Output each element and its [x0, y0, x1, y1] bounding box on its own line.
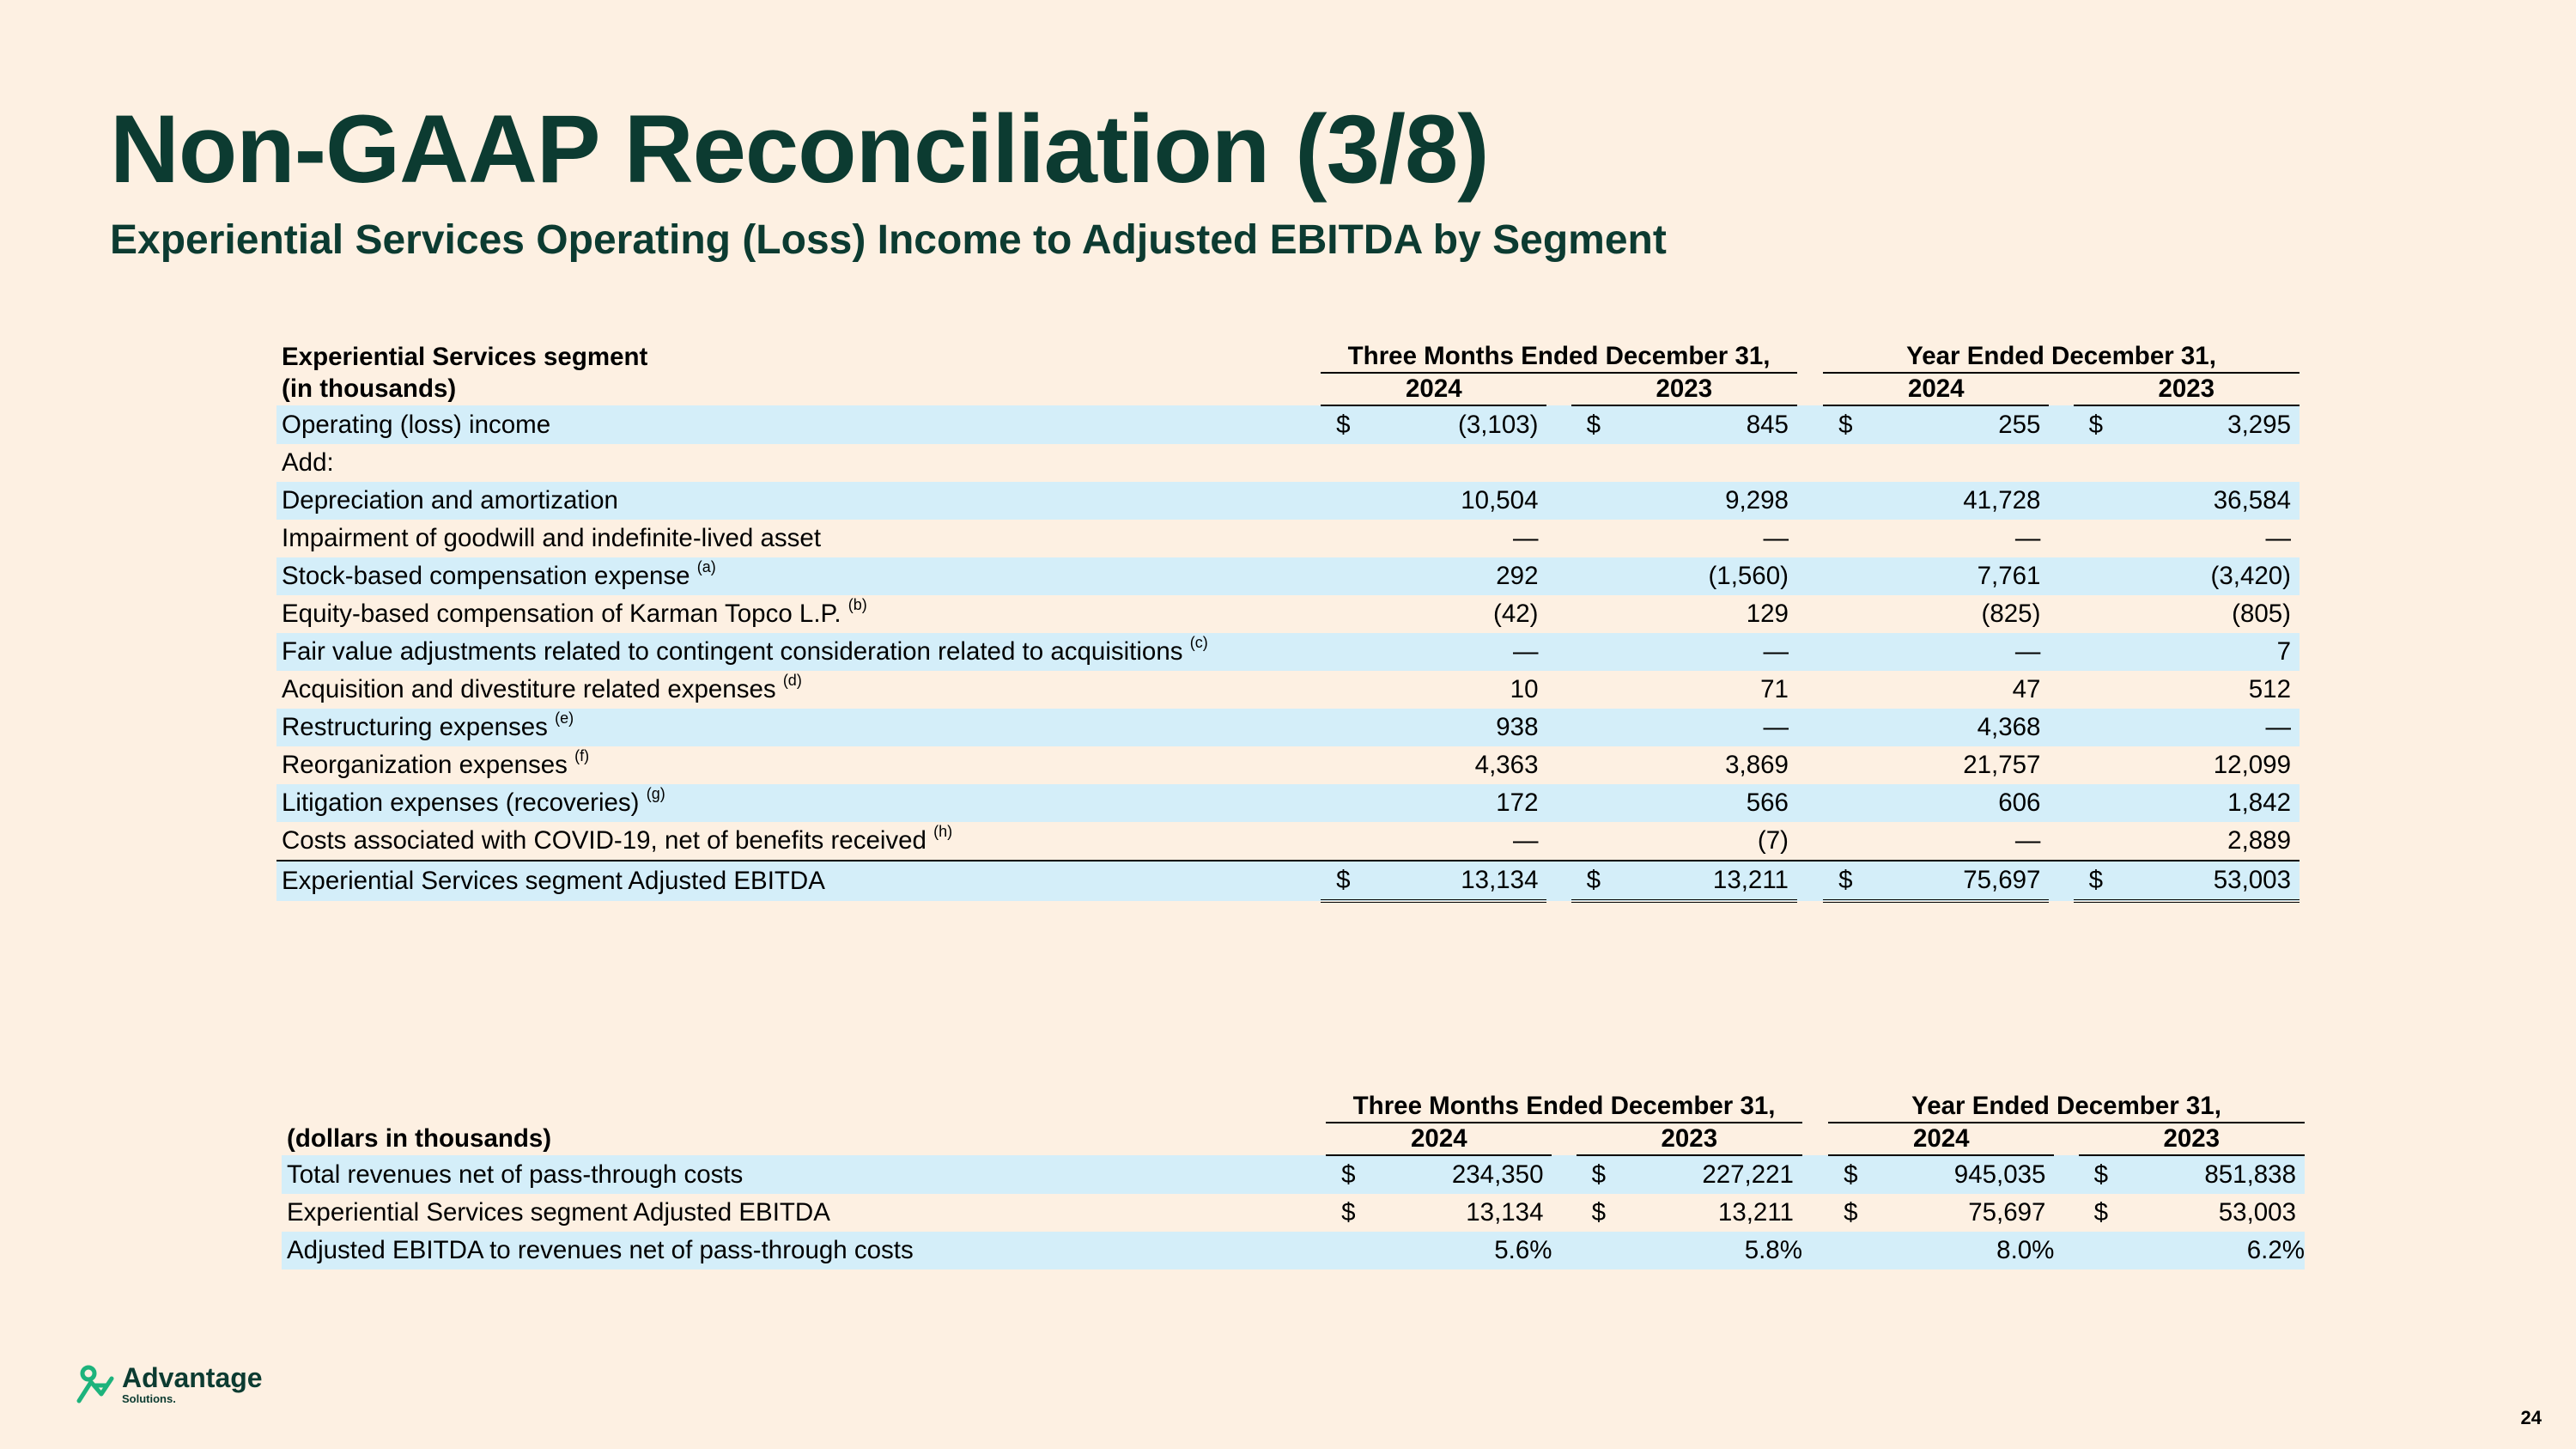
year-header: 2023 [2074, 373, 2300, 405]
currency-symbol [1321, 444, 1382, 482]
table-row [276, 595, 2300, 633]
year-header: 2023 [1577, 1123, 1802, 1155]
column-gap [1797, 633, 1823, 671]
row-label [276, 405, 1321, 444]
column-gap [2049, 633, 2073, 671]
currency-symbol: $ [1823, 861, 1885, 901]
table-cell: 7,761 [1885, 557, 2049, 595]
margin-table [282, 1091, 2305, 1269]
table-row [282, 1232, 2305, 1269]
table-cell: 53,003 [2218, 1198, 2296, 1227]
currency-symbol [1571, 822, 1633, 861]
row-label-text: Reorganization expenses [282, 751, 568, 779]
row-label-text: Operating (loss) income [282, 410, 551, 439]
reconciliation-table [276, 341, 2300, 903]
year-header: 2024 [1823, 373, 2049, 405]
currency-symbol [1823, 784, 1885, 822]
table-row [282, 1194, 2305, 1232]
column-gap [1546, 520, 1571, 557]
column-gap [1546, 405, 1571, 444]
column-gap [1797, 671, 1823, 709]
currency-symbol [2074, 557, 2136, 595]
table-row [276, 746, 2300, 784]
period-header-three-months: Three Months Ended December 31, [1326, 1091, 1802, 1123]
currency-symbol: $ [1844, 1198, 1858, 1227]
row-label [276, 633, 1321, 671]
table-cell: 255 [1885, 405, 2049, 444]
column-gap [2049, 557, 2073, 595]
column-gap [1797, 595, 1823, 633]
currency-symbol: $ [1341, 1198, 1356, 1227]
row-label-text: Add: [282, 448, 334, 477]
column-gap [1797, 557, 1823, 595]
table-cell: — [1763, 524, 1789, 552]
year-header: 2024 [1326, 1123, 1552, 1155]
column-gap [2049, 671, 2073, 709]
footnote-marker: (h) [933, 823, 953, 840]
currency-symbol [1828, 1232, 1890, 1269]
column-gap [1546, 557, 1571, 595]
table-cell: 75,697 [1885, 861, 2049, 901]
column-gap [2049, 784, 2073, 822]
currency-symbol [1321, 746, 1382, 784]
column-gap [2049, 520, 2073, 557]
table-cell [1383, 444, 1547, 482]
column-gap [1546, 633, 1571, 671]
row-label-text: Litigation expenses (recoveries) [282, 788, 640, 817]
footnote-marker: (e) [555, 709, 574, 727]
column-gap [1552, 1232, 1576, 1269]
footnote-marker: (d) [782, 672, 802, 689]
currency-symbol [1577, 1232, 1638, 1269]
currency-symbol [1823, 709, 1885, 746]
footnote-marker: (b) [848, 596, 867, 613]
row-label [276, 822, 1321, 861]
currency-symbol [2074, 822, 2136, 861]
table-cell: 21,757 [1963, 751, 2041, 779]
column-gap [1546, 746, 1571, 784]
table-header-units: (dollars in thousands) [287, 1124, 552, 1153]
column-gap [1546, 482, 1571, 520]
row-label-text: Depreciation and amortization [282, 486, 618, 514]
column-gap [1797, 822, 1823, 861]
column-gap [1802, 1155, 1828, 1194]
table-cell: 9,298 [1633, 482, 1797, 520]
table-cell: 4,368 [1885, 709, 2049, 746]
currency-symbol: $ [1823, 405, 1885, 444]
table-row [276, 444, 2300, 482]
column-gap [1797, 746, 1823, 784]
column-gap [2049, 822, 2073, 861]
currency-symbol [1823, 444, 1885, 482]
currency-symbol: $ [2074, 405, 2136, 444]
row-label [276, 595, 1321, 633]
table-cell: 6.2% [2141, 1232, 2305, 1269]
currency-symbol [1571, 746, 1633, 784]
footnote-marker: (c) [1189, 634, 1208, 651]
table-cell: 41,728 [1885, 482, 2049, 520]
footnote-marker: (g) [646, 785, 665, 802]
table-cell: (3,420) [2136, 557, 2300, 595]
row-label [276, 444, 1321, 482]
footnote-marker: (a) [696, 558, 716, 575]
table-cell: 71 [1760, 675, 1789, 703]
table-row [276, 822, 2300, 861]
column-gap [1546, 671, 1571, 709]
currency-symbol [1321, 709, 1382, 746]
table-cell: — [2014, 524, 2041, 552]
table-header-units: (in thousands) [282, 374, 457, 403]
table-cell: 512 [2248, 675, 2291, 703]
column-gap [2054, 1232, 2078, 1269]
row-label [276, 671, 1321, 709]
table-cell: (1,560) [1633, 557, 1797, 595]
table-cell: — [2136, 709, 2300, 746]
table-cell: 13,134 [1466, 1198, 1544, 1227]
table-cell: 4,363 [1474, 751, 1539, 779]
column-gap [1797, 709, 1823, 746]
row-label-text: Equity-based compensation of Karman Topco L.P. [282, 600, 841, 628]
footnote-marker: (f) [574, 747, 590, 764]
currency-symbol [2074, 746, 2136, 784]
currency-symbol [1823, 633, 1885, 671]
table-cell: — [1383, 633, 1547, 671]
year-header: 2024 [1321, 373, 1546, 405]
currency-symbol: $ [1321, 861, 1382, 901]
currency-symbol [1823, 671, 1885, 709]
table-cell: 7 [2136, 633, 2300, 671]
table-cell: 13,211 [1717, 1198, 1794, 1227]
currency-symbol: $ [2093, 1198, 2108, 1227]
currency-symbol [2074, 671, 2136, 709]
currency-symbol: $ [1321, 405, 1382, 444]
page-title: Non-GAAP Reconciliation (3/8) [110, 95, 1489, 203]
table-cell: 566 [1633, 784, 1797, 822]
table-cell: — [1633, 633, 1797, 671]
currency-symbol [1571, 671, 1633, 709]
row-label [276, 784, 1321, 822]
table-cell: 2,889 [2227, 826, 2291, 855]
table-row [276, 482, 2300, 520]
currency-symbol: $ [1571, 861, 1633, 901]
table-cell: 845 [1633, 405, 1797, 444]
table-cell [1885, 444, 2049, 482]
table-cell: (3,103) [1383, 405, 1547, 444]
row-label [276, 482, 1321, 520]
year-header: 2023 [1571, 373, 1797, 405]
currency-symbol [2079, 1232, 2141, 1269]
currency-symbol [1326, 1232, 1388, 1269]
total-row-label: Experiential Services segment Adjusted EBITDA [276, 861, 1321, 901]
table-cell: 13,134 [1383, 861, 1547, 901]
table-cell: 36,584 [2136, 482, 2300, 520]
table-cell: (805) [2232, 600, 2291, 628]
year-header: 2024 [1828, 1123, 2054, 1155]
currency-symbol [2074, 520, 2136, 557]
column-gap [2049, 595, 2073, 633]
column-gap [2054, 1155, 2078, 1194]
table-header-title: Experiential Services segment [282, 342, 648, 371]
column-gap [2049, 444, 2073, 482]
column-gap [1546, 595, 1571, 633]
table-row [276, 784, 2300, 822]
row-label-text: Impairment of goodwill and indefinite-lived asset [282, 524, 822, 552]
table-cell: 129 [1746, 600, 1789, 628]
currency-symbol [1571, 595, 1633, 633]
year-header: 2023 [2079, 1123, 2305, 1155]
row-label-text: Stock-based compensation expense [282, 562, 690, 590]
table-row [276, 520, 2300, 557]
table-cell: 851,838 [2141, 1155, 2305, 1194]
currency-symbol [1321, 671, 1382, 709]
currency-symbol [1321, 633, 1382, 671]
currency-symbol [1571, 444, 1633, 482]
currency-symbol [1321, 595, 1382, 633]
column-gap [1797, 405, 1823, 444]
table-cell: (7) [1757, 826, 1789, 855]
table-cell: 10 [1510, 675, 1539, 703]
table-cell: — [1512, 826, 1539, 855]
table-cell: 172 [1383, 784, 1547, 822]
period-header-three-months: Three Months Ended December 31, [1321, 341, 1797, 373]
currency-symbol [1571, 784, 1633, 822]
advantage-logo-icon [76, 1365, 115, 1404]
currency-symbol [1823, 595, 1885, 633]
currency-symbol: $ [1591, 1198, 1607, 1227]
column-gap [1546, 822, 1571, 861]
table-row [276, 671, 2300, 709]
column-gap [1797, 444, 1823, 482]
table-cell: 5.6% [1388, 1232, 1552, 1269]
column-gap [2054, 1194, 2078, 1232]
column-gap [1552, 1155, 1576, 1194]
currency-symbol: $ [2074, 861, 2136, 901]
page-subtitle: Experiential Services Operating (Loss) Income to Adjusted EBITDA by Segment [110, 217, 1667, 263]
currency-symbol [1571, 520, 1633, 557]
currency-symbol [1823, 822, 1885, 861]
table-cell [2136, 444, 2300, 482]
table-cell: — [1633, 709, 1797, 746]
table-cell: 10,504 [1383, 482, 1547, 520]
currency-symbol [1823, 482, 1885, 520]
table-cell: 8.0% [1890, 1232, 2054, 1269]
currency-symbol [1571, 557, 1633, 595]
column-gap [2049, 405, 2073, 444]
table-cell: 3,869 [1725, 751, 1789, 779]
currency-symbol: $ [1828, 1155, 1890, 1194]
table-cell: 606 [1885, 784, 2049, 822]
table-row [276, 633, 2300, 671]
column-gap [1797, 784, 1823, 822]
table-row [282, 1155, 2305, 1194]
currency-symbol [1823, 746, 1885, 784]
table-cell: (42) [1493, 600, 1539, 628]
currency-symbol [1571, 633, 1633, 671]
currency-symbol [1823, 557, 1885, 595]
column-gap [2049, 482, 2073, 520]
table-row [276, 709, 2300, 746]
table-cell: — [1885, 633, 2049, 671]
currency-symbol: $ [1577, 1155, 1638, 1194]
page-number: 24 [2520, 1407, 2542, 1428]
row-label: Total revenues net of pass-through costs [282, 1155, 1326, 1194]
table-cell: 234,350 [1388, 1155, 1552, 1194]
column-gap [1802, 1232, 1828, 1269]
currency-symbol [2074, 444, 2136, 482]
table-cell: — [2265, 524, 2291, 552]
currency-symbol [2074, 595, 2136, 633]
column-gap [1546, 709, 1571, 746]
currency-symbol [1321, 520, 1382, 557]
currency-symbol [1321, 557, 1382, 595]
row-label: Experiential Services segment Adjusted EBITDA [287, 1198, 830, 1227]
company-logo [76, 1364, 263, 1404]
table-cell: — [1512, 524, 1539, 552]
table-cell: 292 [1383, 557, 1547, 595]
period-header-year: Year Ended December 31, [1828, 1091, 2305, 1123]
row-label: Adjusted EBITDA to revenues net of pass-through costs [282, 1232, 1326, 1269]
table-cell: 53,003 [2136, 861, 2300, 901]
table-cell: 938 [1383, 709, 1547, 746]
logo-subtext: Solutions. [122, 1392, 176, 1405]
currency-symbol [2074, 709, 2136, 746]
column-gap [1552, 1194, 1576, 1232]
row-label-text: Acquisition and divestiture related expenses [282, 675, 776, 703]
table-cell: 5.8% [1638, 1232, 1802, 1269]
table-cell: 47 [2012, 675, 2041, 703]
table-cell: 1,842 [2136, 784, 2300, 822]
currency-symbol: $ [2079, 1155, 2141, 1194]
period-header-year: Year Ended December 31, [1823, 341, 2300, 373]
row-label [276, 557, 1321, 595]
currency-symbol [1571, 482, 1633, 520]
currency-symbol [2074, 633, 2136, 671]
column-gap [2049, 746, 2073, 784]
table-cell: (825) [1981, 600, 2041, 628]
column-gap [1802, 1194, 1828, 1232]
currency-symbol [1321, 482, 1382, 520]
currency-symbol: $ [1326, 1155, 1388, 1194]
currency-symbol [1823, 520, 1885, 557]
row-label-text: Restructuring expenses [282, 713, 548, 741]
row-label-text: Fair value adjustments related to contingent consideration related to acquisitions [282, 637, 1183, 666]
table-row [276, 557, 2300, 595]
currency-symbol [1321, 784, 1382, 822]
table-cell: — [2014, 826, 2041, 855]
currency-symbol [2074, 784, 2136, 822]
column-gap [1546, 784, 1571, 822]
table-cell: 3,295 [2136, 405, 2300, 444]
currency-symbol [1571, 709, 1633, 746]
currency-symbol: $ [1571, 405, 1633, 444]
column-gap [1797, 520, 1823, 557]
table-cell: 227,221 [1638, 1155, 1802, 1194]
row-label [276, 709, 1321, 746]
table-cell: 12,099 [2213, 751, 2291, 779]
table-cell [1633, 444, 1797, 482]
table-cell: 945,035 [1890, 1155, 2054, 1194]
row-label [276, 520, 1321, 557]
column-gap [1546, 444, 1571, 482]
column-gap [2049, 709, 2073, 746]
currency-symbol [1321, 822, 1382, 861]
table-row [276, 405, 2300, 444]
table-cell: 13,211 [1633, 861, 1797, 901]
column-gap [1797, 482, 1823, 520]
row-label-text: Costs associated with COVID-19, net of benefits received [282, 826, 927, 855]
table-cell: 75,697 [1968, 1198, 2046, 1227]
currency-symbol [2074, 482, 2136, 520]
logo-wordmark: Advantage [122, 1362, 263, 1393]
row-label [276, 746, 1321, 784]
